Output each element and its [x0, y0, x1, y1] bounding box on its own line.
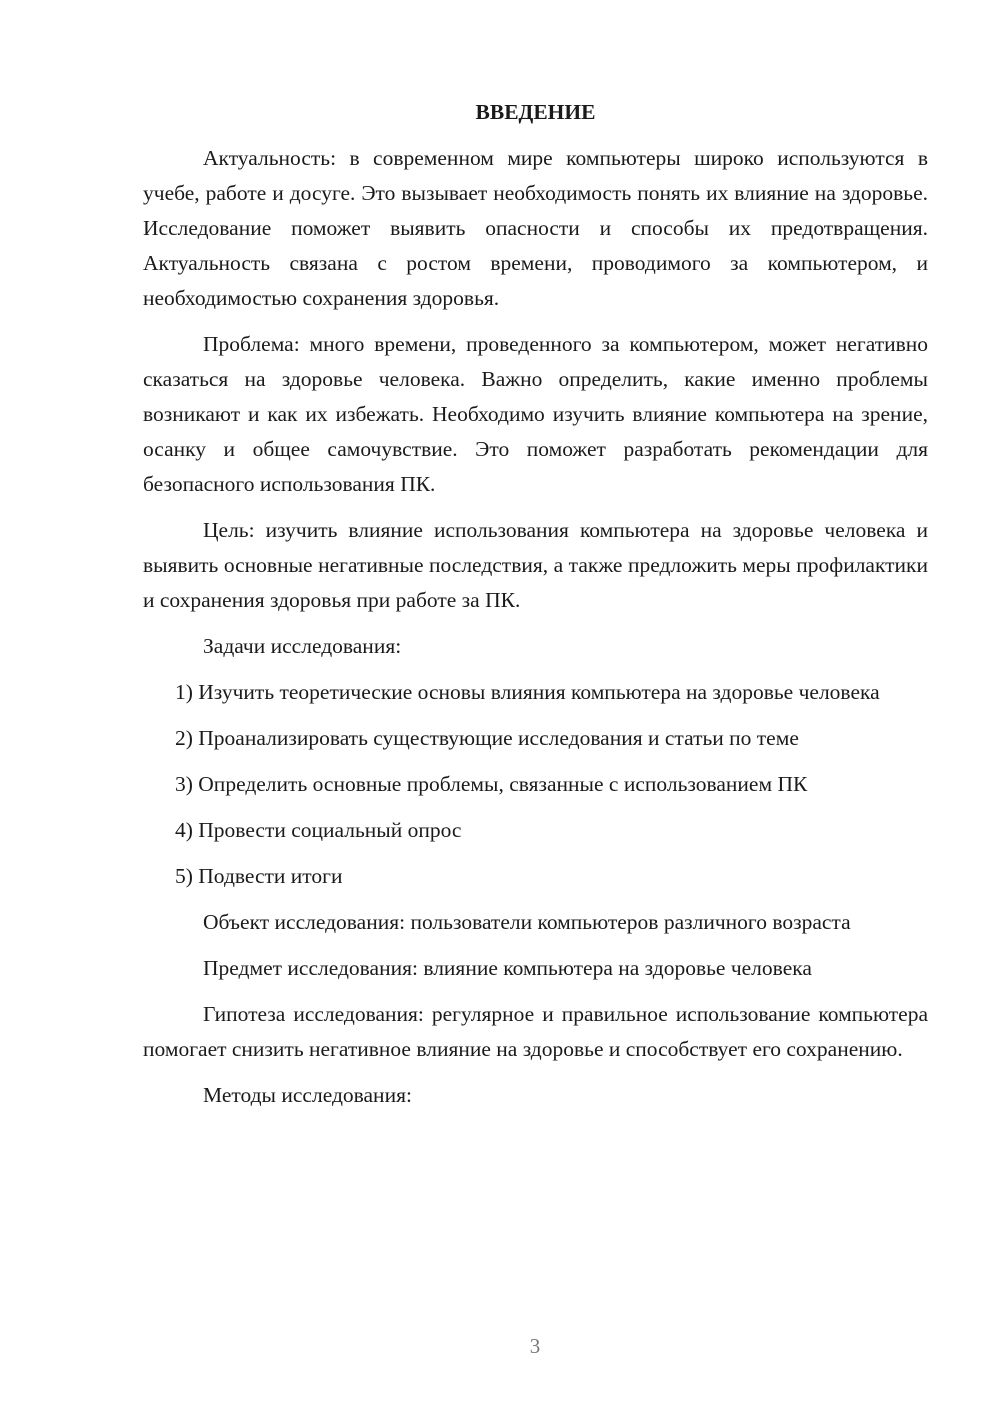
- page-number: 3: [529, 1334, 541, 1358]
- problem-paragraph: Проблема: много времени, проведенного за компьютером, может негативно сказаться на здоровье человека. Важно определить, какие именно проблемы возникают и как их избежать. Необходимо изучить влияние компьютера на зрение, осанку и общее самочувствие. Это поможет разработать рекомендации для безопасного использования ПК.: [143, 332, 928, 496]
- section-title: ВВЕДЕНИЕ: [475, 100, 596, 124]
- task-item: 2) Проанализировать существующие исследования и статьи по теме: [175, 726, 799, 750]
- task-item: 3) Определить основные проблемы, связанные с использованием ПК: [175, 772, 808, 796]
- tasks-heading: Задачи исследования:: [203, 634, 402, 658]
- relevance-paragraph: Актуальность: в современном мире компьютеры широко используются в учебе, работе и досуге. Это вызывает необходимость понять их влияние на здоровье. Исследование поможет выявить опасности и способы их предотвращения. Актуальность связана с ростом времени, проводимого за компьютером, и необходимостью сохранения здоровья.: [143, 146, 928, 310]
- methods-heading: Методы исследования:: [203, 1083, 412, 1107]
- subject-paragraph: Предмет исследования: влияние компьютера на здоровье человека: [203, 956, 812, 980]
- task-item: 5) Подвести итоги: [175, 864, 343, 888]
- document-page: [143, 95, 928, 1124]
- task-item: 4) Провести социальный опрос: [175, 818, 462, 842]
- goal-paragraph: Цель: изучить влияние использования компьютера на здоровье человека и выявить основные негативные последствия, а также предложить меры профилактики и сохранения здоровья при работе за ПК.: [143, 518, 928, 612]
- task-item: 1) Изучить теоретические основы влияния компьютера на здоровье человека: [175, 680, 880, 704]
- hypothesis-paragraph: Гипотеза исследования: регулярное и правильное использование компьютера помогает снизить негативное влияние на здоровье и способствует его сохранению.: [143, 1002, 928, 1061]
- tasks-list: [143, 675, 928, 894]
- object-paragraph: Объект исследования: пользователи компьютеров различного возраста: [203, 910, 851, 934]
